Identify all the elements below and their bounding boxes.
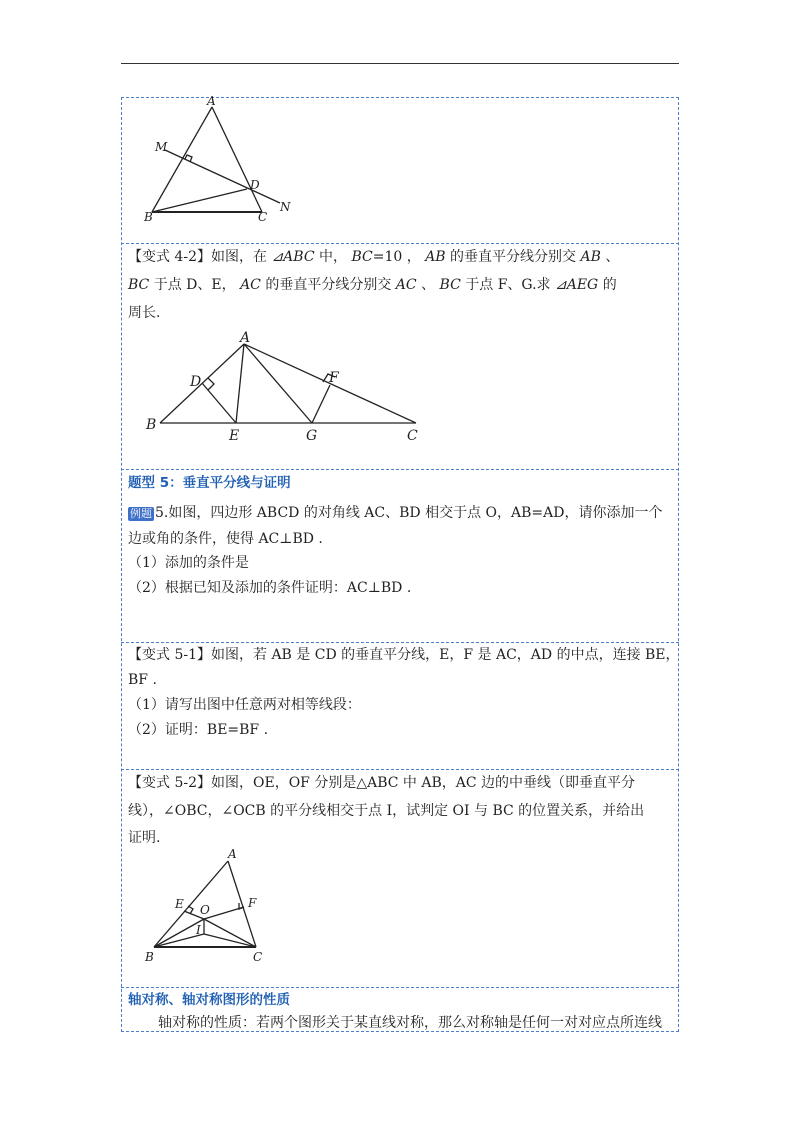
- fig3-label-b: B: [145, 950, 154, 964]
- section-divider: [121, 243, 679, 244]
- example-badge: 例题: [130, 507, 152, 520]
- fig3-label-a: A: [228, 847, 237, 861]
- v42-line-1: 【变式 4-2】如图，在 ⊿ABC 中， BC=10 ， AB 的垂直平分线分别交 AB 、: [128, 249, 620, 265]
- ex5-question-1: （1）添加的条件是: [128, 555, 249, 571]
- fig1-label-m: M: [155, 140, 168, 154]
- axis-heading: 轴对称、轴对称图形的性质: [128, 992, 290, 1008]
- header-rule: [121, 63, 679, 64]
- fig1-label-b: B: [144, 210, 153, 224]
- fig2-label-c: C: [407, 428, 418, 444]
- figure-triangle-bisectors-aeg: [140, 330, 430, 448]
- ex5-line-2: 边或角的条件，使得 AC⊥BD .: [128, 531, 323, 547]
- figure-triangle-perpendicular-bisector: [130, 95, 300, 225]
- v51-line-2: BF .: [128, 672, 157, 688]
- fig3-label-f: F: [248, 896, 257, 910]
- fig3-label-e: E: [175, 897, 184, 911]
- v42-line-2: BC 于点 D、E， AC 的垂直平分线分别交 AC 、 BC 于点 F、G.求 ⊿AEG 的: [128, 277, 617, 293]
- figure-triangle-incenter-oi: [140, 843, 280, 968]
- fig3-label-i: I: [196, 923, 201, 937]
- fig2-label-b: B: [146, 417, 157, 433]
- fig2-label-e: E: [229, 428, 240, 444]
- section-divider: [121, 987, 679, 988]
- v42-line-3: 周长.: [128, 305, 161, 321]
- fig1-label-a: A: [207, 95, 216, 108]
- fig1-label-c: C: [258, 210, 268, 224]
- ex5-line-1: 例题 5.如图，四边形 ABCD 的对角线 AC、BD 相交于点 O，AB=AD，请你添加一个: [130, 505, 663, 521]
- fig2-label-a: A: [240, 330, 251, 346]
- fig1-label-n: N: [280, 200, 291, 214]
- fig3-label-c: C: [253, 950, 263, 964]
- fig2-label-g: G: [306, 428, 318, 444]
- fig2-label-f: F: [329, 370, 339, 386]
- v52-line-2: 线），∠OBC，∠OCB 的平分线相交于点 I，试判定 OI 与 BC 的位置关系，并给出: [128, 803, 645, 819]
- fig3-label-o: O: [200, 903, 210, 917]
- v51-question-2: （2）证明：BE=BF .: [128, 722, 269, 738]
- section-divider: [121, 469, 679, 470]
- fig2-label-d: D: [190, 374, 202, 390]
- topic5-heading: 题型 5：垂直平分线与证明: [128, 475, 291, 491]
- v52-line-3: 证明.: [128, 830, 161, 846]
- fig1-label-d: D: [250, 178, 260, 192]
- section-divider: [121, 769, 679, 770]
- ex5-question-2: （2）根据已知及添加的条件证明：AC⊥BD .: [128, 580, 412, 596]
- section-divider: [121, 642, 679, 643]
- v51-question-1: （1）请写出图中任意两对相等线段：: [128, 697, 361, 713]
- v51-line-1: 【变式 5-1】如图，若 AB 是 CD 的垂直平分线，E，F 是 AC，AD 的中点，连接 BE，: [128, 647, 680, 663]
- axis-text: 轴对称的性质：若两个图形关于某直线对称，那么对称轴是任何一对对应点所连线: [158, 1015, 662, 1031]
- v52-line-1: 【变式 5-2】如图，OE，OF 分别是△ABC 中 AB，AC 边的中垂线（即垂直平分: [128, 775, 636, 791]
